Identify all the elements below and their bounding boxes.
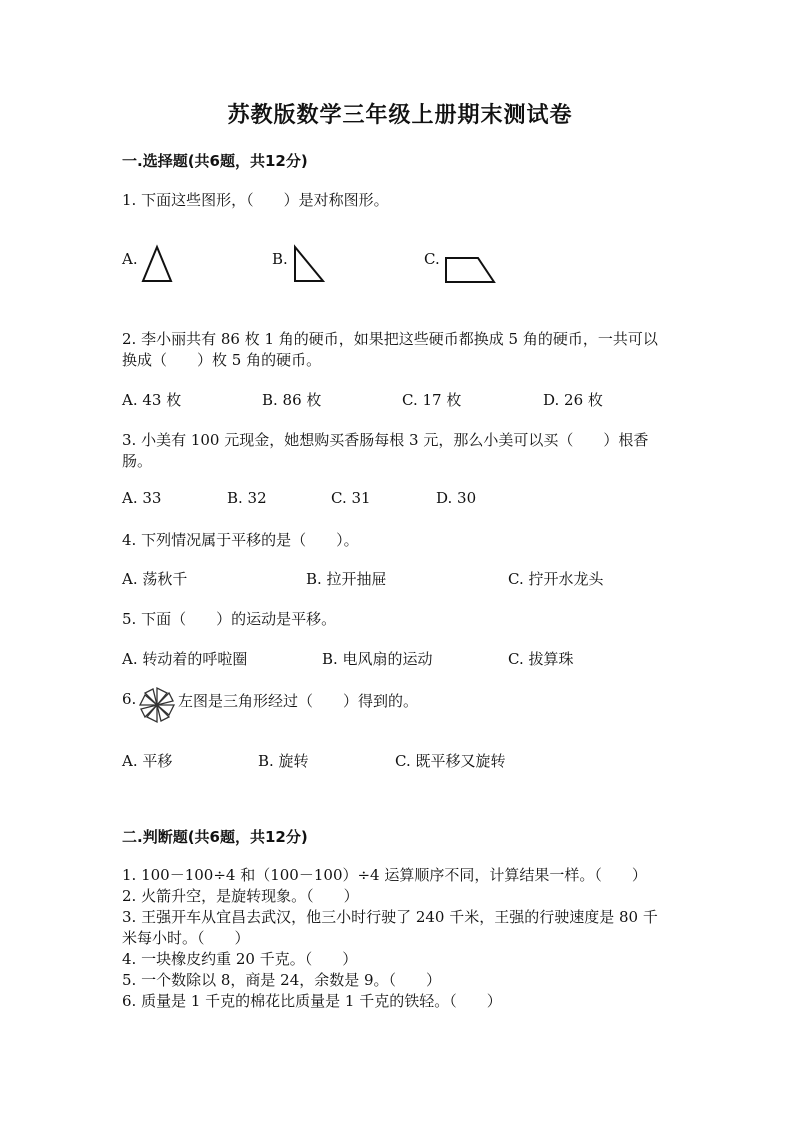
question-6-option-c: C. 既平移又旋转: [395, 752, 506, 770]
question-2-stem-line1: 2. 李小丽共有 86 枚 1 角的硬币，如果把这些硬币都换成 5 角的硬币，一共可以: [122, 330, 658, 348]
page-title: 苏教版数学三年级上册期末测试卷: [227, 103, 573, 128]
question-1-option-a-label: A.: [122, 250, 138, 268]
judge-item-3-line2: 米每小时。（ ）: [122, 929, 250, 947]
judge-item-2: 2. 火箭升空，是旋转现象。（ ）: [122, 887, 359, 905]
question-3-option-c: C. 31: [331, 489, 371, 507]
question-4-option-b: B. 拉开抽屉: [306, 570, 387, 588]
question-3-option-b: B. 32: [227, 489, 267, 507]
question-2-option-d: D. 26 枚: [543, 391, 603, 409]
question-6-option-a: A. 平移: [122, 752, 173, 770]
question-5-option-c: C. 拔算珠: [508, 650, 574, 668]
question-1-option-b-label: B.: [272, 250, 288, 268]
trapezoid-icon: [442, 254, 498, 286]
pinwheel-icon: [138, 686, 176, 724]
right-triangle-icon: [290, 244, 326, 284]
question-3-option-d: D. 30: [436, 489, 477, 507]
question-1-option-c-label: C.: [424, 250, 440, 268]
question-6-number: 6.: [122, 690, 137, 708]
question-2-option-a: A. 43 枚: [122, 391, 182, 409]
question-2-option-b: B. 86 枚: [262, 391, 322, 409]
question-3-option-a: A. 33: [122, 489, 162, 507]
section-heading-choice: 一.选择题(共6题，共12分): [122, 152, 308, 170]
question-4-option-a: A. 荡秋千: [122, 570, 188, 588]
question-3-stem-line1: 3. 小美有 100 元现金，她想购买香肠每根 3 元，那么小美可以买（ ）根香: [122, 431, 649, 449]
question-5-option-b: B. 电风扇的运动: [322, 650, 433, 668]
judge-item-6: 6. 质量是 1 千克的棉花比质量是 1 千克的铁轻。（ ）: [122, 992, 502, 1010]
judge-item-4: 4. 一块橡皮约重 20 千克。（ ）: [122, 950, 358, 968]
isosceles-triangle-icon: [140, 244, 174, 284]
question-3-stem-line2: 肠。: [122, 452, 153, 470]
question-5-option-a: A. 转动着的呼啦圈: [122, 650, 248, 668]
question-6-stem: 左图是三角形经过（ ）得到的。: [178, 692, 419, 710]
section-heading-judge: 二.判断题(共6题，共12分): [122, 828, 308, 846]
question-2-stem-line2: 换成（ ）枚 5 角的硬币。: [122, 351, 322, 369]
question-5-stem: 5. 下面（ ）的运动是平移。: [122, 610, 337, 628]
judge-item-3-line1: 3. 王强开车从宜昌去武汉，他三小时行驶了 240 千米，王强的行驶速度是 80 千: [122, 908, 658, 926]
judge-item-1: 1. 100－100÷4 和（100－100）÷4 运算顺序不同，计算结果一样。（ ）: [122, 866, 647, 884]
question-2-option-c: C. 17 枚: [402, 391, 462, 409]
judge-item-5: 5. 一个数除以 8，商是 24，余数是 9。（ ）: [122, 971, 442, 989]
question-1-stem: 1. 下面这些图形，（ ）是对称图形。: [122, 191, 389, 209]
question-4-stem: 4. 下列情况属于平移的是（ ）。: [122, 531, 359, 549]
question-6-option-b: B. 旋转: [258, 752, 309, 770]
question-4-option-c: C. 拧开水龙头: [508, 570, 604, 588]
